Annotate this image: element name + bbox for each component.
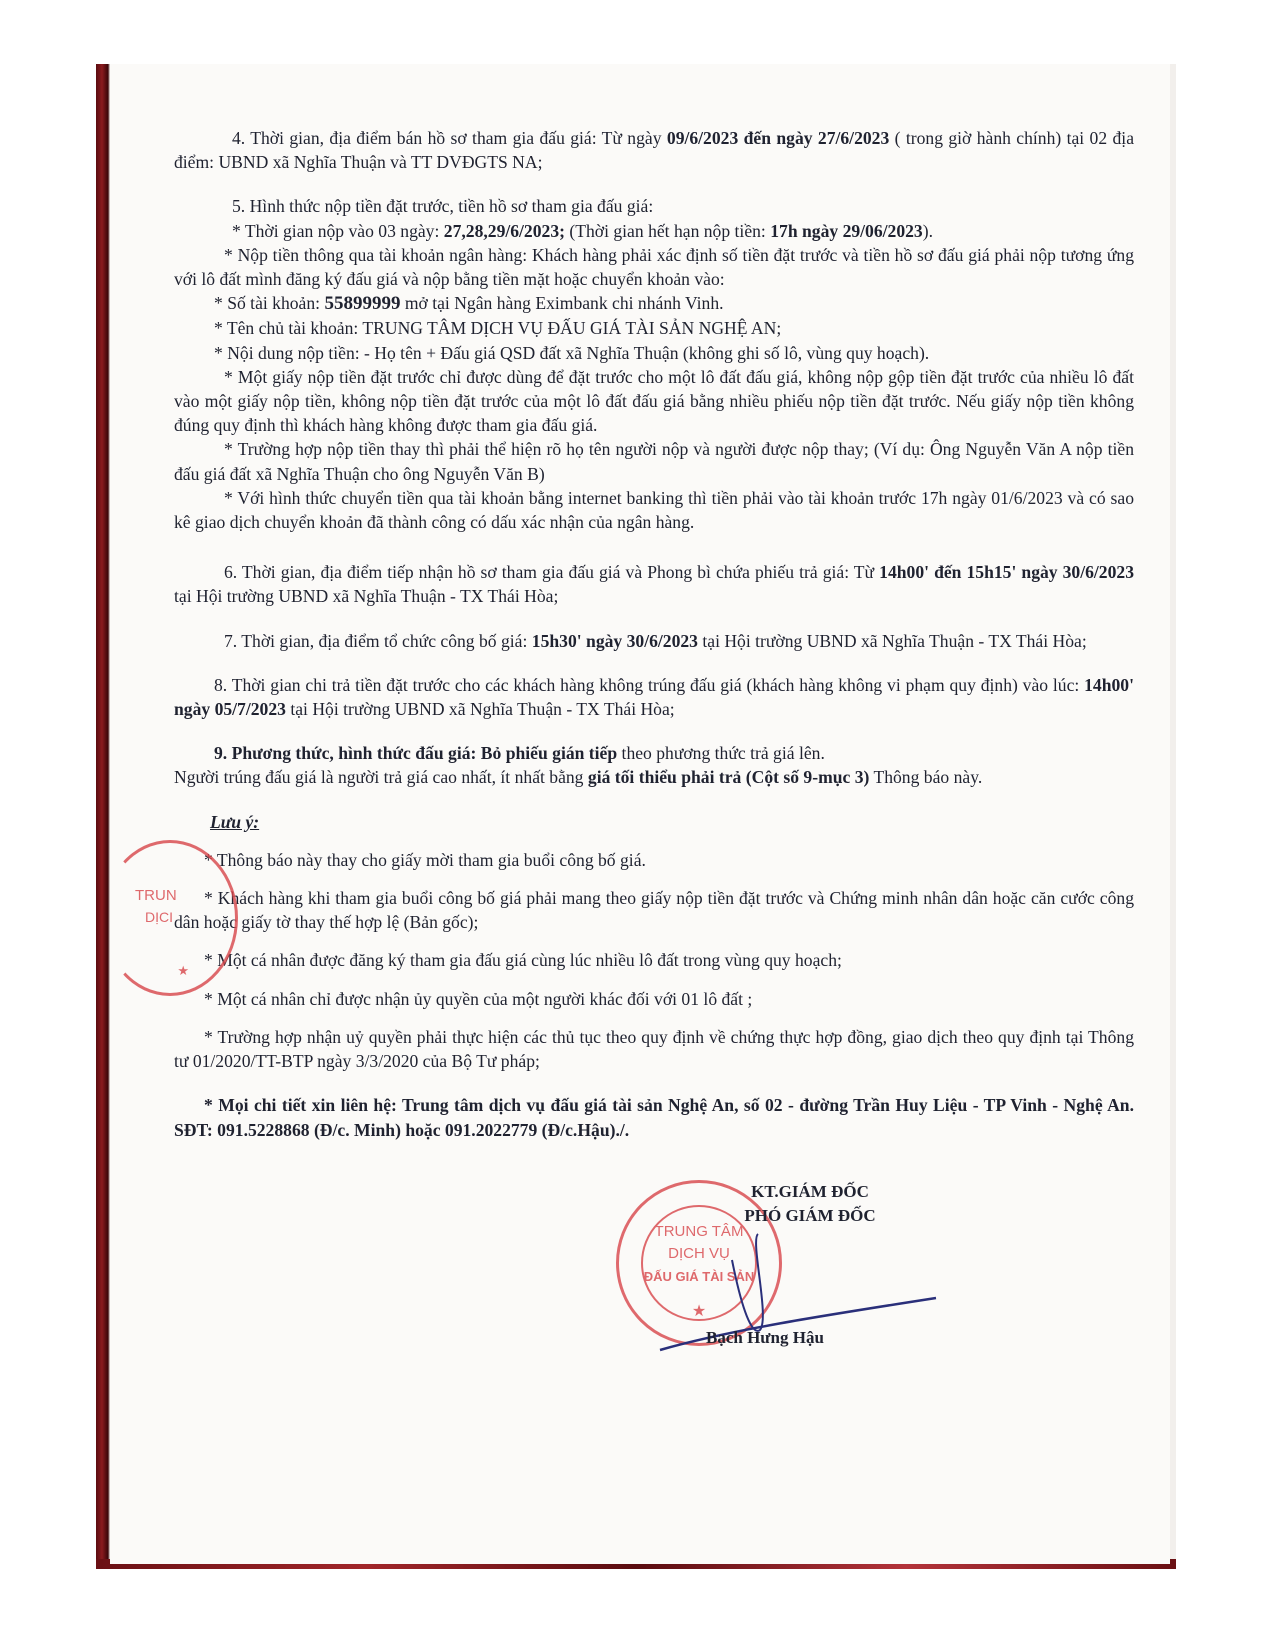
section-5-bank: * Nộp tiền thông qua tài khoản ngân hàng: Khách hàng phải xác định số tiền đặt trước và tiền hồ sơ đấu giá phải nộp tương ứng với lô đất mình đăng ký đấu giá và nộp bằng tiền mặt hoặc chuyển khoản vào: — [174, 244, 1134, 290]
section-9: 9. Phương thức, hình thức đấu giá: Bỏ phiếu gián tiếp theo phương thức trả giá lên. — [214, 743, 825, 764]
section-5-internet: * Với hình thức chuyển tiền qua tài khoản bằng internet banking thì tiền phải vào tài khoản trước 17h ngày 01/6/2023 và có sao kê giao dịch chuyển khoản đã thành công có dấu xác nhận của ngân hàng. — [174, 487, 1134, 533]
section-5-content: * Nội dung nộp tiền: - Họ tên + Đấu giá QSD đất xã Nghĩa Thuận (không ghi số lô, vùng quy hoạch). — [214, 342, 930, 363]
section-5-heading: 5. Hình thức nộp tiền đặt trước, tiền hồ sơ tham gia đấu giá: — [232, 196, 654, 217]
section-8: 8. Thời gian chi trả tiền đặt trước cho các khách hàng không trúng đấu giá (khách hàng không vi phạm quy định) vào lúc: 14h00' ngày 05/7/2023 tại Hội trường UBND xã Nghĩa Thuận - TX Thái Hòa; — [174, 674, 1134, 720]
section-4: 4. Thời gian, địa điểm bán hồ sơ tham gia đấu giá: Từ ngày 09/6/2023 đến ngày 27/6/2023 ( trong giờ hành chính) tại 02 địa điểm: UBND xã Nghĩa Thuận và TT DVĐGTS NA; — [174, 128, 1135, 173]
section-5-account: * Số tài khoản: 55899999 mở tại Ngân hàng Eximbank chi nhánh Vinh. — [214, 293, 724, 315]
section-5-proxy: * Trường hợp nộp tiền thay thì phải thể hiện rõ họ tên người nộp và người được nộp thay; (Ví dụ: Ông Nguyễn Văn A nộp tiền đấu giá đất xã Nghĩa Thuận cho ông Nguyễn Văn B) — [174, 439, 1134, 484]
star-icon: ★ — [177, 963, 189, 978]
signature-subtitle: PHÓ GIÁM ĐỐC — [744, 1206, 876, 1225]
note-1: * Thông báo này thay cho giấy mời tham gia buổi công bố giá. — [204, 849, 646, 870]
signer-name: Bạch Hưng Hậu — [706, 1328, 824, 1347]
section-9-winner: Người trúng đấu giá là người trả giá cao nhất, ít nhất bằng giá tối thiểu phải trả (Cột số 9-mục 3) Thông báo này. — [174, 767, 983, 788]
note-3: * Một cá nhân được đăng ký tham gia đấu giá cùng lúc nhiều lô đất trong vùng quy hoạch; — [204, 950, 842, 971]
section-5-time: * Thời gian nộp vào 03 ngày: 27,28,29/6/2023; (Thời gian hết hạn nộp tiền: 17h ngày 29/06/2023). — [232, 220, 933, 241]
signature-title: KT.GIÁM ĐỐC — [751, 1182, 869, 1201]
section-7: 7. Thời gian, địa điểm tổ chức công bố giá: 15h30' ngày 30/6/2023 tại Hội trường UBND xã Nghĩa Thuận - TX Thái Hòa; — [224, 630, 1087, 651]
star-icon: ★ — [691, 1303, 707, 1320]
official-seal: TRUNG TÂM DỊCH VỤ ĐẤU GIÁ TÀI SẢN ★ — [616, 1180, 782, 1346]
note-4: * Một cá nhân chỉ được nhận ủy quyền của một người khác đối với 01 lô đất ; — [204, 988, 753, 1009]
partial-seal-left: TRUN DỊCI ★ — [102, 840, 238, 996]
document-body — [174, 126, 1134, 1142]
note-2: * Khách hàng khi tham gia buổi công bố giá phải mang theo giấy nộp tiền đặt trước và Chứng minh nhân dân hoặc căn cước công dân hoặc giấy tờ thay thế hợp lệ (Bản gốc); — [174, 888, 1134, 933]
section-5-owner: * Tên chủ tài khoản: TRUNG TÂM DỊCH VỤ ĐẤU GIÁ TÀI SẢN NGHỆ AN; — [214, 318, 782, 339]
contact-info: * Mọi chi tiết xin liên hệ: Trung tâm dịch vụ đấu giá tài sản Nghệ An, số 02 - đường Trần Huy Liệu - TP Vinh - Nghệ An. SĐT: 091.5228868 (Đ/c. Minh) hoặc 091.2022779 (Đ/c.Hậu)./. — [174, 1095, 1134, 1140]
note-5: * Trường hợp nhận uỷ quyền phải thực hiện các thủ tục theo quy định về chứng thực hợp đồng, giao dịch theo quy định tại Thông tư 01/2020/TT-BTP ngày 3/3/2020 của Bộ Tư pháp; — [174, 1026, 1134, 1072]
section-6: 6. Thời gian, địa điểm tiếp nhận hồ sơ tham gia đấu giá và Phong bì chứa phiếu trả giá: Từ 14h00' đến 15h15' ngày 30/6/2023 tại Hội trường UBND xã Nghĩa Thuận - TX Thái Hòa; — [174, 562, 1134, 607]
notes-title: Lưu ý: — [210, 811, 260, 832]
section-5-one-slip: * Một giấy nộp tiền đặt trước chỉ được dùng để đặt trước cho một lô đất đấu giá, không nộp gộp tiền đặt trước của nhiều lô đất vào một giấy nộp tiền, không nộp tiền đặt trước của một lô đất đấu giá bằng nhiều phiếu nộp tiền đặt trước. Nếu giấy nộp tiền không đúng quy định thì khách hàng không được tham gia đấu giá. — [174, 366, 1134, 436]
